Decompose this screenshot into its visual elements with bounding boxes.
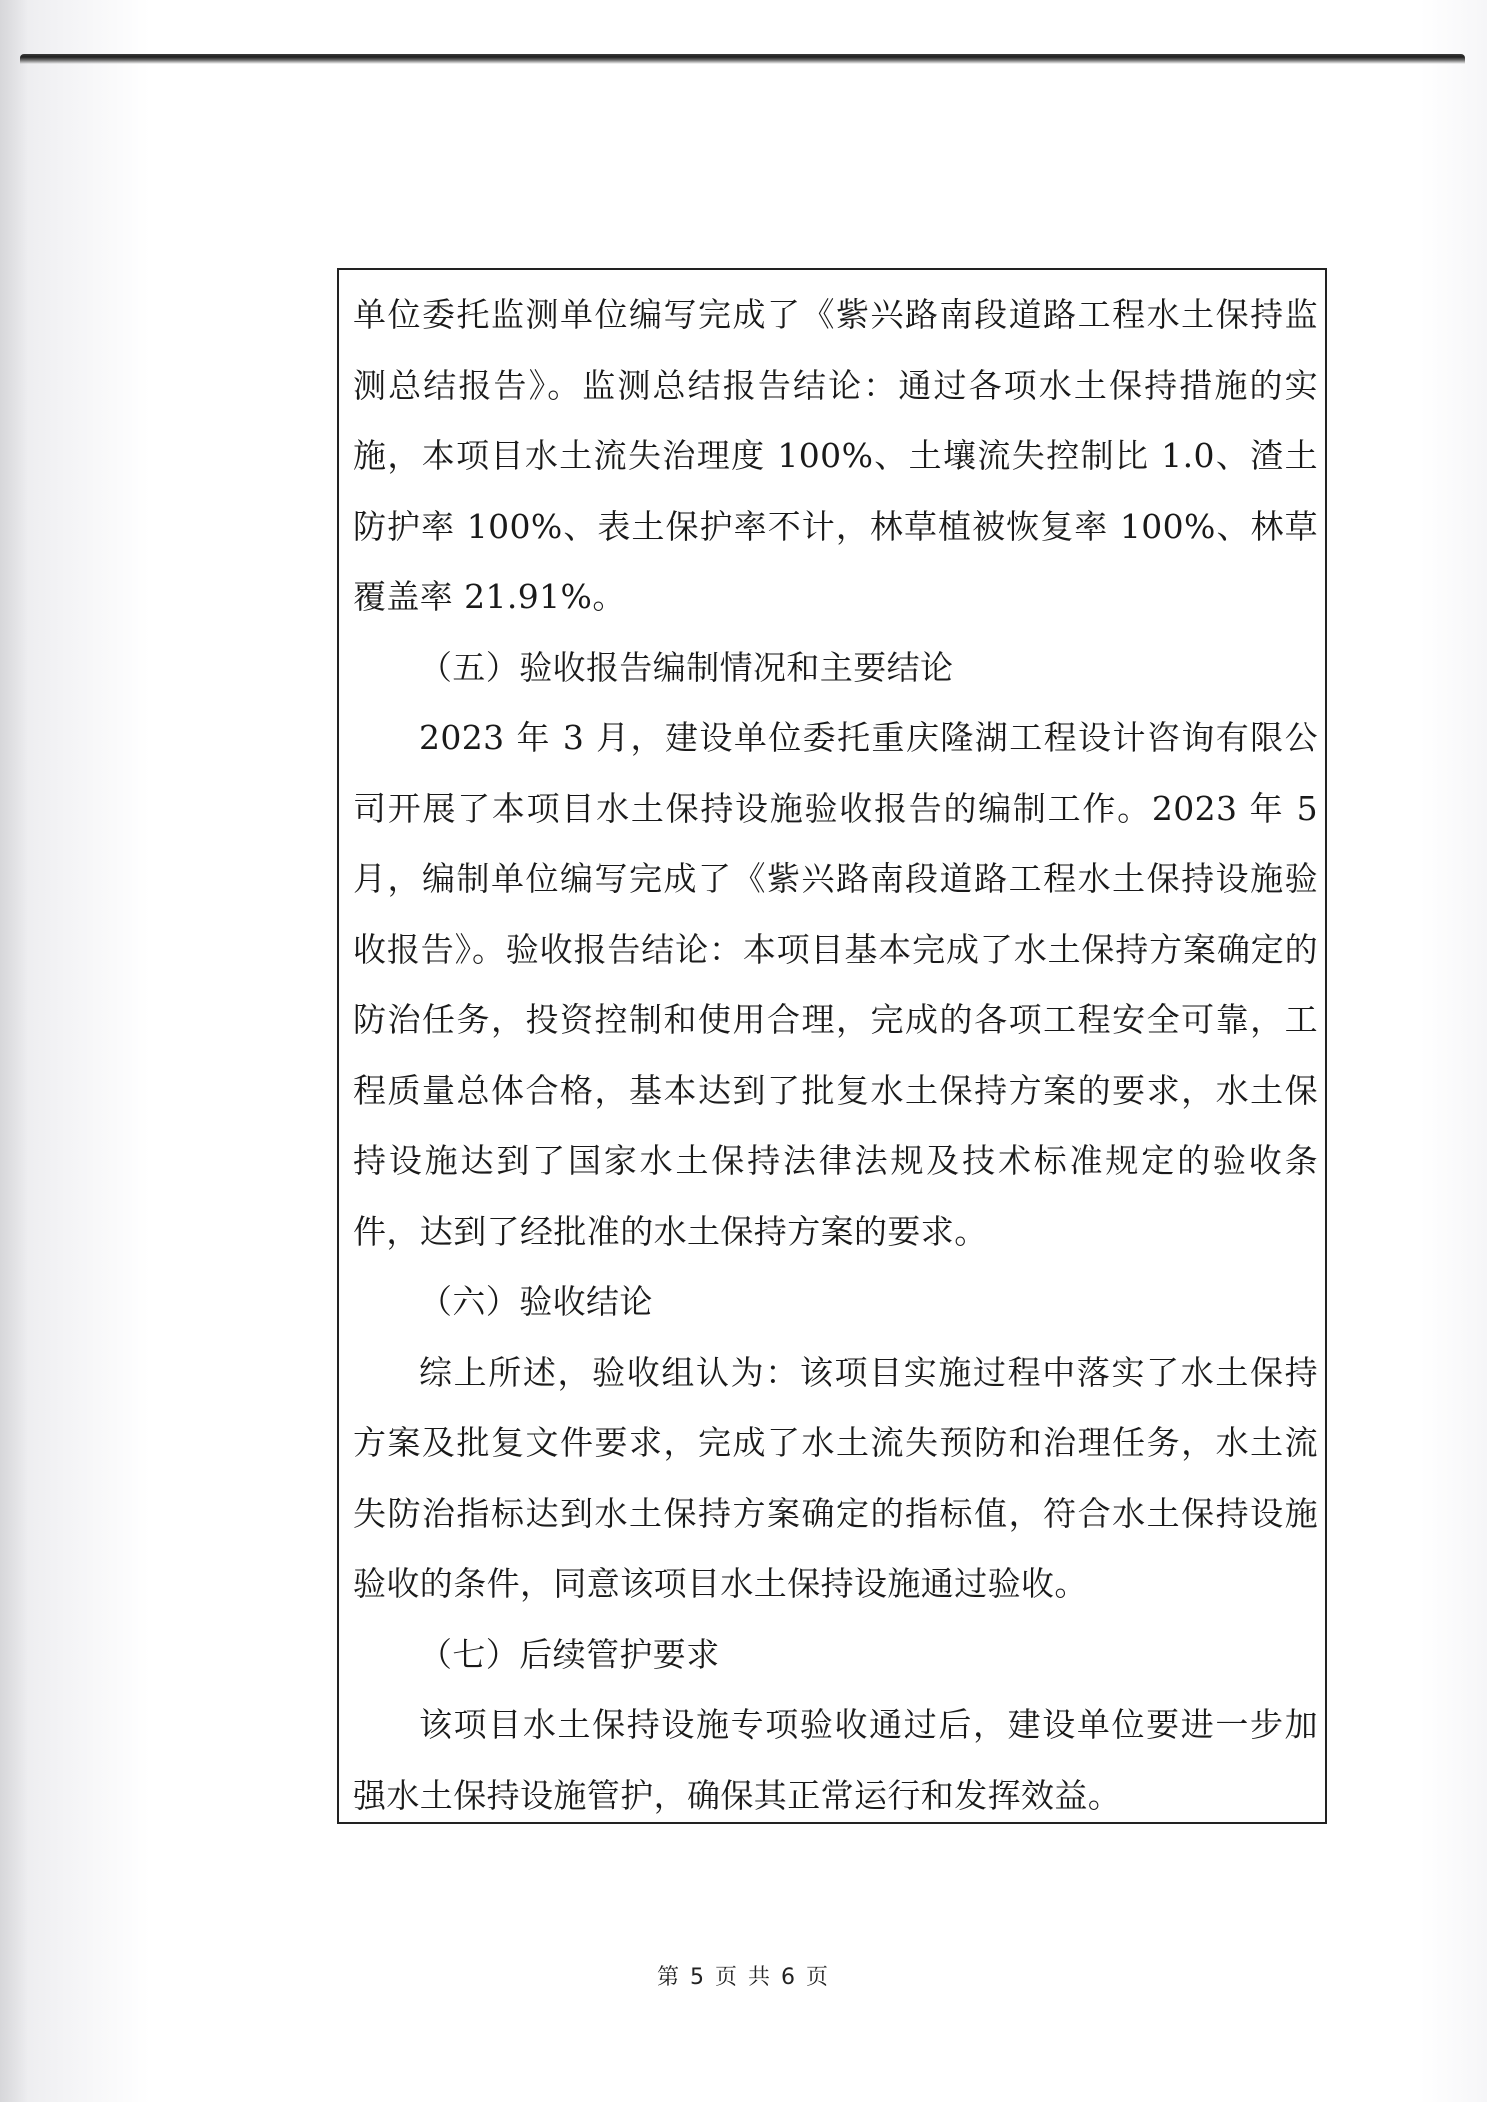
page-number-footer: 第 5 页 共 6 页 — [657, 1965, 830, 1990]
paragraph-monitoring-conclusion: 单位委托监测单位编写完成了《紫兴路南段道路工程水土保持监测总结报告》。监测总结报告结论：通过各项水土保持措施的实施，本项目水土流失治理度 100%、土壤流失控制比 1.0、渣土防护率 100%、表土保护率不计，林草植被恢复率 100%、林草覆盖率 21.91%。 — [353, 295, 1318, 616]
section-heading-5: （五）验收报告编制情况和主要结论 — [419, 647, 954, 687]
binding-edge — [20, 54, 1465, 64]
section-heading-6: （六）验收结论 — [419, 1282, 653, 1321]
binding-shadow — [0, 0, 28, 2102]
paragraph-acceptance-report: 2023 年 3 月，建设单位委托重庆隆湖工程设计咨询有限公司开展了本项目水土保持设施验收报告的编制工作。2023 年 5 月，编制单位编写完成了《紫兴路南段道路工程水土保持设施验收报告》。验收报告结论：本项目基本完成了水土保持方案确定的防治任务，投资控制和使用合理，完成的各项工程安全可靠，工程质量总体合格，基本达到了批复水土保持方案的要求，水土保持设施达到了国家水土保持法律法规及技术标准规定的验收条件，达到了经批准的水土保持方案的要求。 — [353, 718, 1318, 1251]
section-heading-7: （七）后续管护要求 — [419, 1634, 720, 1674]
document-body — [353, 280, 1318, 1831]
paragraph-maintenance: 该项目水土保持设施专项验收通过后，建设单位要进一步加强水土保持设施管护，确保其正常运行和发挥效益。 — [353, 1705, 1318, 1815]
paragraph-acceptance-conclusion: 综上所述，验收组认为：该项目实施过程中落实了水土保持方案及批复文件要求，完成了水土流失预防和治理任务，水土流失防治指标达到水土保持方案确定的指标值，符合水土保持设施验收的条件，同意该项目水土保持设施通过验收。 — [353, 1352, 1318, 1603]
